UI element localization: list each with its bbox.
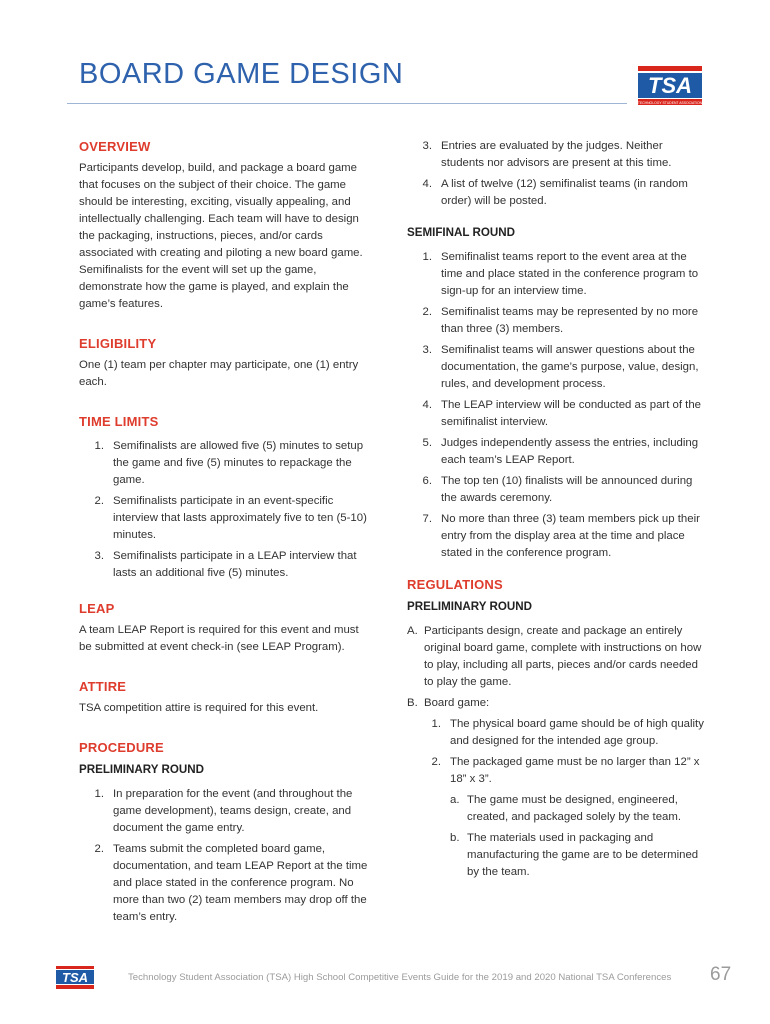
procedure-preliminary-heading: PRELIMINARY ROUND [79,763,204,776]
tsa-logo [637,65,703,107]
attire-text: TSA competition attire is required for this event. [79,702,319,714]
footer-text: Technology Student Association (TSA) High School Competitive Events Guide for the 2019 and 2020 National TSA Conferences [128,972,672,983]
procedure-heading: PROCEDURE [79,740,164,755]
regulations-preliminary-heading: PRELIMINARY ROUND [407,600,532,613]
list-item: 3. Semifinalist teams will answer questions about the documentation, the game’s purpose, value, design, rules, and development process. [422,344,699,390]
time-limits-heading: TIME LIMITS [79,414,159,429]
page-title: BOARD GAME DESIGN [79,58,404,90]
footer-tsa-logo [56,966,94,990]
overview-text: Participants develop, build, and package a board game that focuses on the subject of their choice. The game should be interesting, exciting, visually appealing, and intellectually challenging. Each team will have to design the packaging, instructions, pieces, and/or cards associated with creating and piloting a new board game. Semifinalists for the event will set up the game, demonstrate how the game is played, and explain the game’s features. [79,162,363,310]
regulations-list [407,623,707,881]
procedure-preliminary-list [79,786,372,926]
list-item: 3. Entries are evaluated by the judges. Neither students nor advisors are present at this time. [422,140,672,169]
board-game-sublist [407,716,707,881]
leap-text: A team LEAP Report is required for this event and must be submitted at event check-in (see LEAP Program). [79,624,359,653]
list-item: 1. In preparation for the event (and throughout the game development), teams design, create, and document the game entry. [94,788,353,834]
list-item: B. Board game: 1. The physical board game should be of high quality and designed for the intended age group. 2. The packaged game must be no larger than 12” x 18” x 3”. a. The game must be designed, engineered, created, and packaged solely by the team. b. The materials used in packaging and manufacturing the game are to be determined by the team. [407,695,707,881]
eligibility-heading: ELIGIBILITY [79,336,157,351]
overview-heading: OVERVIEW [79,139,151,154]
list-item: 2. Teams submit the completed board game, documentation, and team LEAP Report at the time and place stated in the conference program. No more than two (2) team members may drop off the team’s entry. [94,843,368,923]
regulations-heading: REGULATIONS [407,577,503,592]
page-number: 67 [710,964,732,985]
attire-heading: ATTIRE [79,679,127,694]
list-item: 2. The packaged game must be no larger than 12” x 18” x 3”. a. The game must be designed, engineered, created, and packaged solely by the team. b. The materials used in packaging and manufacturing the game are to be determined by the team. [424,754,707,881]
list-item: 1. Semifinalist teams report to the event area at the time and place stated in the conference program to sign-up for an interview time. [422,251,699,297]
list-item: b. The materials used in packaging and manufacturing the game are to be determined by the team. [450,832,699,878]
list-item: 4. The LEAP interview will be conducted as part of the semifinalist interview. [422,399,702,428]
list-item: 5. Judges independently assess the entries, including each team’s LEAP Report. [422,437,699,466]
list-item: 1. The physical board game should be of high quality and designed for the intended age group. [431,718,704,747]
logo-tagline: TECHNOLOGY STUDENT ASSOCIATION [637,101,703,105]
semifinal-list [407,249,707,562]
list-item: A. Participants design, create and package an entirely original board game, complete with instructions on how to play, including all parts, pieces and/or cards needed to play the game. [407,625,702,688]
right-column [407,138,707,885]
list-item: 2. Semifinalist teams may be represented by no more than three (3) members. [422,306,699,335]
list-item: 6. The top ten (10) finalists will be announced during the awards ceremony. [422,475,693,504]
list-item: 3. Semifinalists participate in a LEAP interview that lasts an additional five (5) minutes. [94,550,357,579]
package-size-sublist [424,792,707,881]
list-item: 2. Semifinalists participate in an event-specific interview that lasts approximately five to ten (5-10) minutes. [94,495,367,541]
title-divider [67,103,627,104]
list-item: 7. No more than three (3) team members pick up their entry from the display area at the time and place stated in the conference program. [422,513,700,559]
list-item: a. The game must be designed, engineered, created, and packaged solely by the team. [450,794,682,823]
time-limits-list [79,438,372,582]
footer-logo-text: TSA [62,970,88,985]
leap-heading: LEAP [79,601,115,616]
eligibility-text: One (1) team per chapter may participate, one (1) entry each. [79,359,359,388]
logo-text: TSA [648,73,692,98]
procedure-preliminary-list-continued [407,138,707,210]
list-item: 1. Semifinalists are allowed five (5) minutes to setup the game and five (5) minutes to repackage the game. [94,440,364,486]
semifinal-heading: SEMIFINAL ROUND [407,226,515,239]
left-column [79,138,372,930]
list-item: 4. A list of twelve (12) semifinalist teams (in random order) will be posted. [422,178,688,207]
